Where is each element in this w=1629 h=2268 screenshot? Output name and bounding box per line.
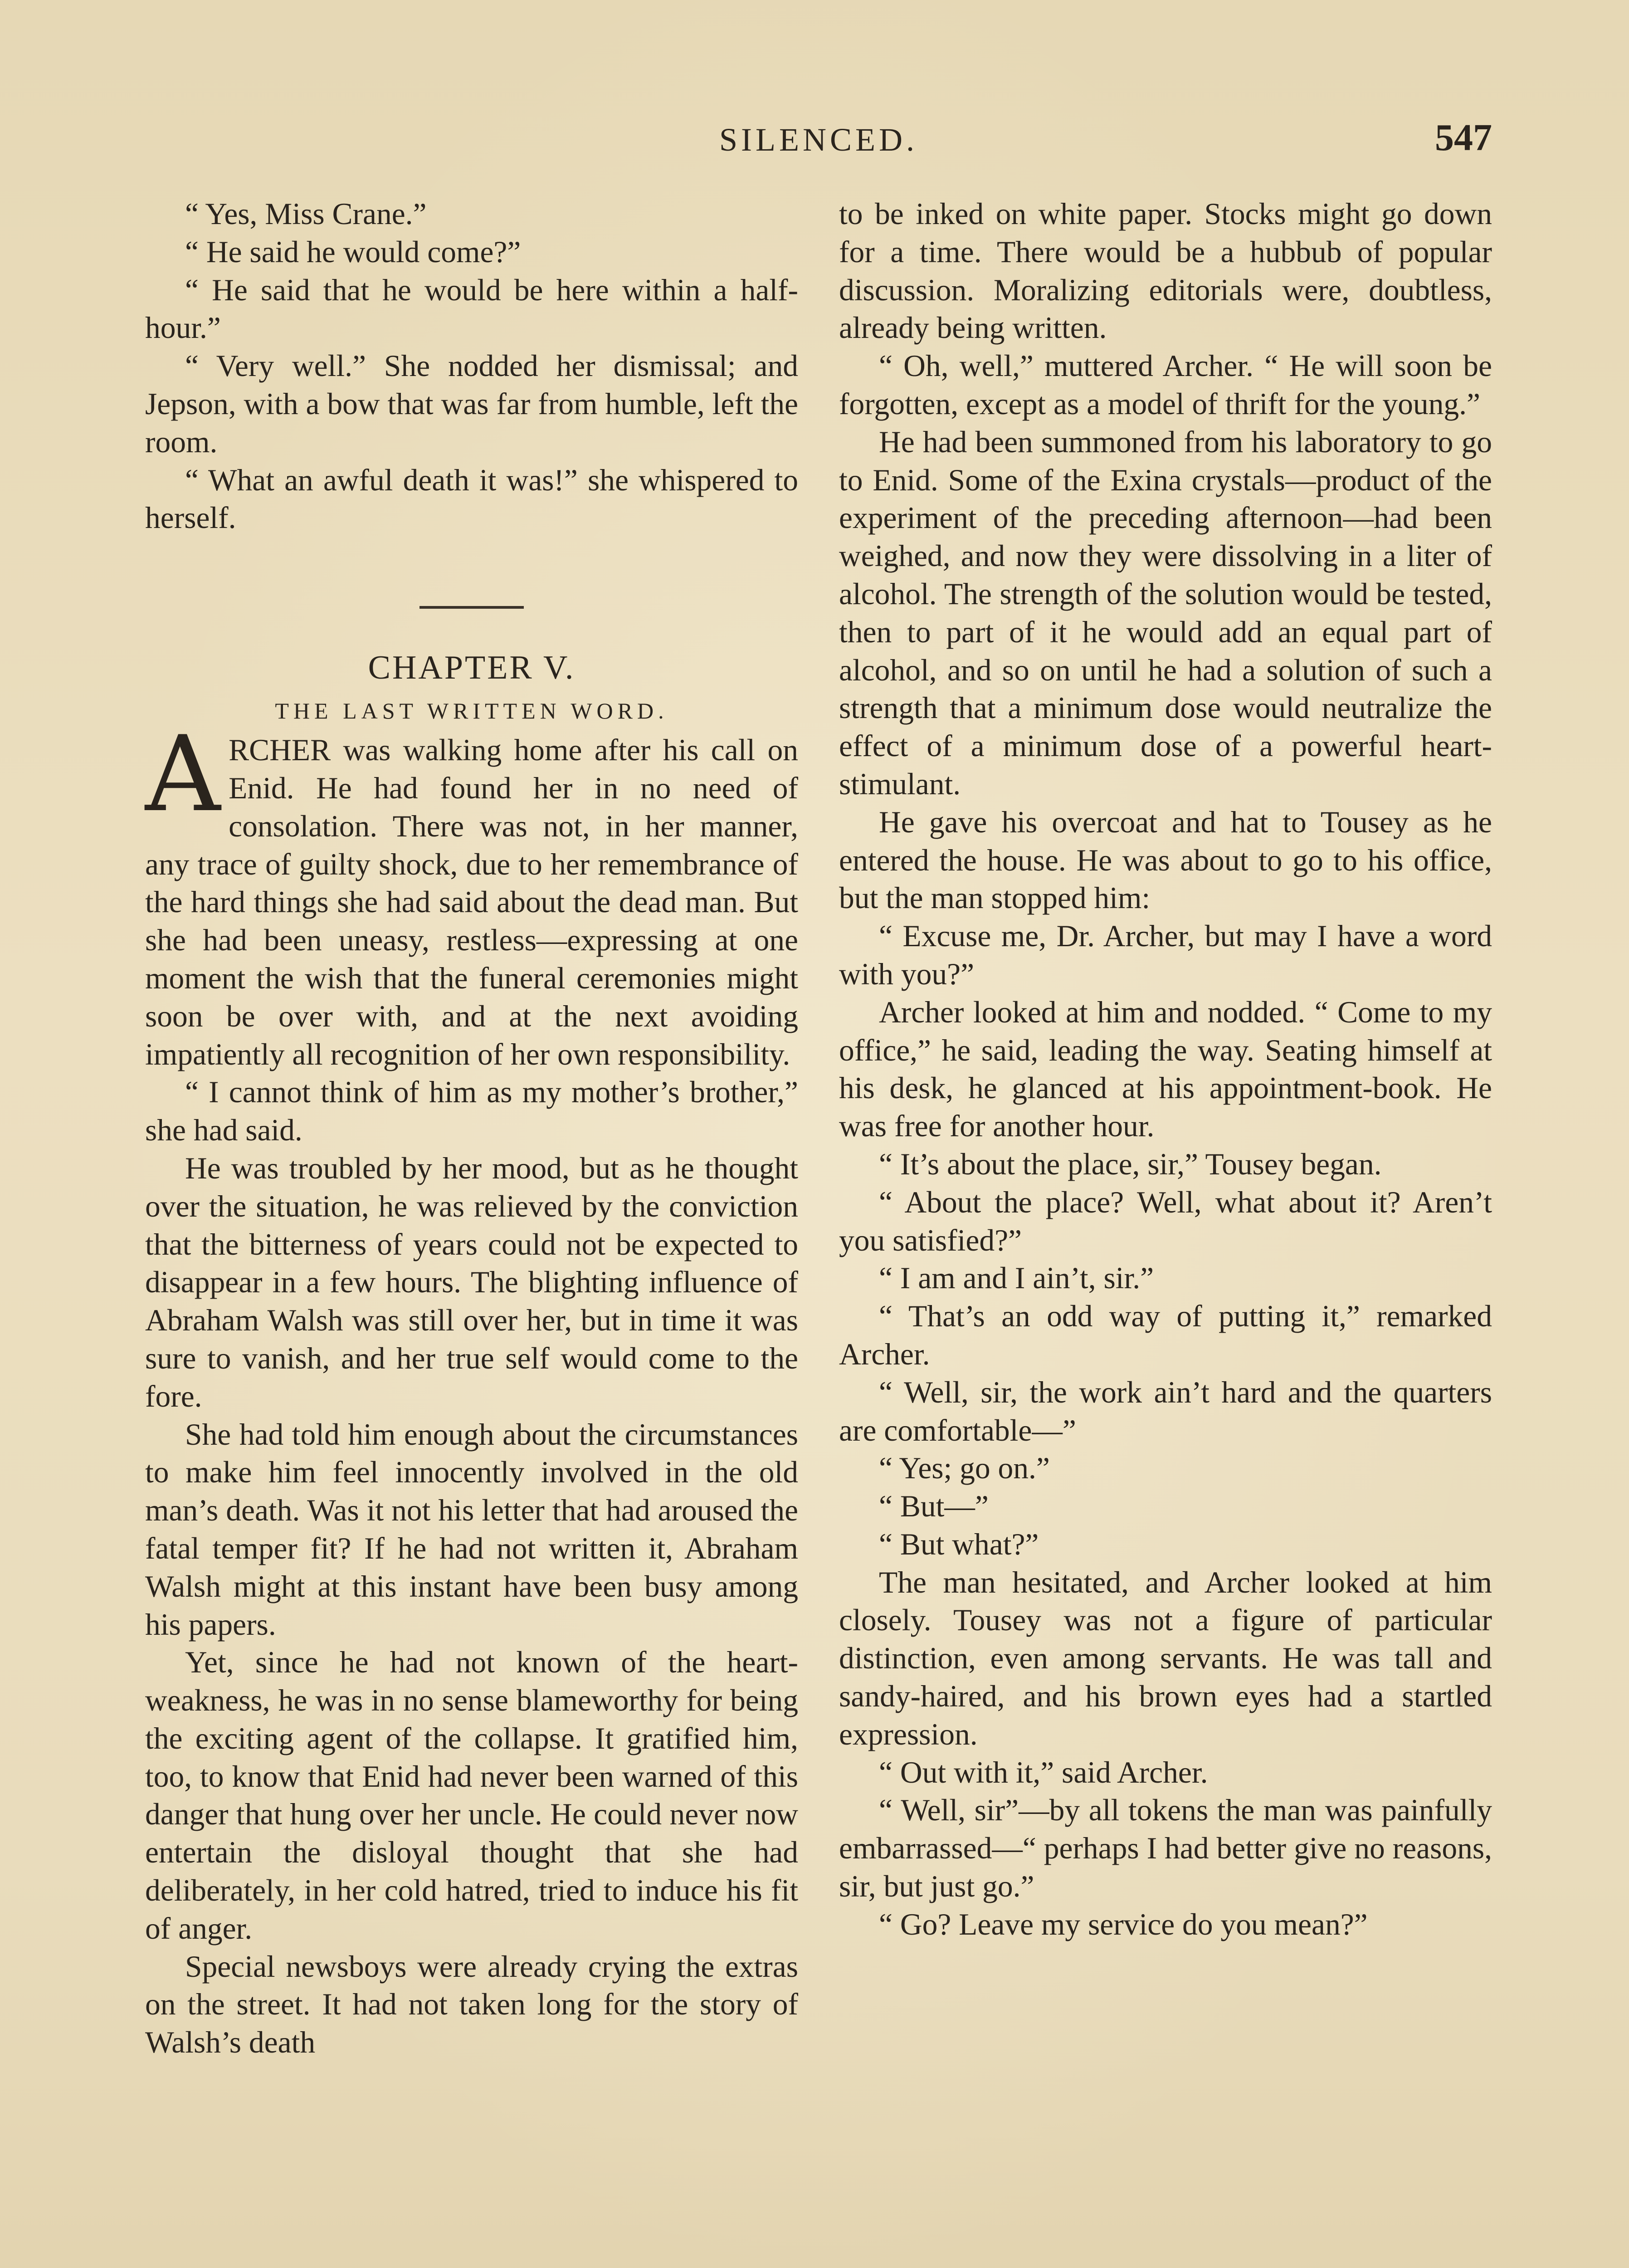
paragraph: The man hesitated, and Archer looked at him closely. Tousey was not a figure of particular distinction, even among servants. He was tall and sandy-haired, and his brown eyes had a startled expression. — [839, 1565, 1492, 1751]
drop-cap: A — [145, 714, 221, 836]
paragraph: Yet, since he had not known of the heart-weakness, he was in no sense blameworthy for being the exciting agent of the collapse. It gratified him, too, to know that Enid had never been warned of this danger that hung over her uncle. He could never now entertain the disloyal thought that she had deliberately, in her cold hatred, tried to induce his fit of anger. — [145, 1645, 798, 1945]
paragraph: “ But—” — [879, 1489, 989, 1524]
paragraph: “ Yes; go on.” — [879, 1451, 1050, 1486]
paragraph: “ Well, sir”—by all tokens the man was painfully embarrassed—“ perhaps I had better give no reasons, sir, but just go.” — [839, 1793, 1492, 1904]
paragraph: “ What an awful death it was!” she whispered to herself. — [145, 463, 798, 535]
paragraph: “ Very well.” She nodded her dismissal; and Jepson, with a bow that was far from humble, left the room. — [145, 349, 798, 459]
paragraph: “ Yes, Miss Crane.” — [185, 197, 427, 231]
section-divider — [419, 606, 524, 609]
paragraph: “ About the place? Well, what about it? Aren’t you satisfied?” — [839, 1185, 1492, 1257]
paragraph: Archer looked at him and nodded. “ Come to my office,” he said, leading the way. Seating himself at his desk, he glanced at his appointment-book. He was free for another hour. — [839, 995, 1492, 1144]
paragraph: “ Well, sir, the work ain’t hard and the quarters are comfortable—” — [839, 1375, 1492, 1447]
paragraph: She had told him enough about the circumstances to make him feel innocently involved in the old man’s death. Was it not his letter that had aroused the fatal temper fit? If he had not written it, Abraham Walsh might at this instant have been busy among his papers. — [145, 1417, 798, 1642]
opening-paragraph — [145, 714, 798, 1073]
paragraph: He was troubled by her mood, but as he thought over the situation, he was relieved by the conviction that the bitterness of years could not be expected to disappear in a few hours. The blighting influence of Abraham Walsh was still over her, but in time it was sure to vanish, and her true self would come to the fore. — [145, 1151, 798, 1413]
left-column — [145, 195, 798, 2062]
opening-paragraph-text: RCHER was walking home after his call on Enid. He had found her in no need of consolation. There was not, in her manner, any trace of guilty shock, due to her remembrance of the hard things she had said about the dead man. But she had been uneasy, restless—expressing at one moment the wish that the funeral ceremonies might soon be over with, and at the next avoiding impatiently all recognition of her own responsibility. — [145, 733, 798, 1071]
paragraph: He gave his overcoat and hat to Tousey as he entered the house. He was about to go to his office, but the man stopped him: — [839, 805, 1492, 915]
paragraph: “ That’s an odd way of putting it,” remarked Archer. — [839, 1299, 1492, 1371]
chapter-subtitle: THE LAST WRITTEN WORD. — [275, 698, 668, 724]
paragraph: “ It’s about the place, sir,” Tousey began. — [879, 1147, 1382, 1181]
paragraph: Special newsboys were already crying the extras on the street. It had not taken long for the story of Walsh’s death — [145, 1949, 798, 2060]
paragraph: “ Excuse me, Dr. Archer, but may I have a word with you?” — [839, 919, 1492, 991]
paragraph: “ Oh, well,” muttered Archer. “ He will soon be forgotten, except as a model of thrift for the young.” — [839, 349, 1492, 421]
paragraph: “ But what?” — [879, 1527, 1039, 1561]
continued-paragraph: to be inked on white paper. Stocks might go down for a time. There would be a hubbub of popular discussion. Moralizing editorials were, doubtless, already being written. — [839, 197, 1492, 345]
running-head — [145, 116, 1492, 166]
right-column — [839, 195, 1492, 1944]
paragraph: “ I am and I ain’t, sir.” — [879, 1261, 1154, 1295]
paragraph: “ I cannot think of him as my mother’s brother,” she had said. — [145, 1075, 798, 1148]
paragraph: He had been summoned from his laboratory to go to Enid. Some of the Exina crystals—product of the experiment of the preceding afternoon—had been weighed, and now they were dissolving in a liter of alcohol. The strength of the solution would be tested, then to part of it he would add an equal part of alcohol, and so on until he had a solution of such a strength that a minimum dose would neutralize the effect of a minimum dose of a powerful heart-stimulant. — [839, 425, 1492, 801]
chapter-title: CHAPTER V. — [368, 649, 576, 687]
running-title: SILENCED. — [719, 122, 918, 158]
paragraph: “ Out with it,” said Archer. — [879, 1755, 1208, 1789]
page-number: 547 — [1435, 117, 1492, 159]
paragraph: “ Go? Leave my service do you mean?” — [879, 1907, 1368, 1941]
paragraph: “ He said he would come?” — [185, 235, 521, 269]
paragraph: “ He said that he would be here within a half-hour.” — [145, 273, 798, 345]
